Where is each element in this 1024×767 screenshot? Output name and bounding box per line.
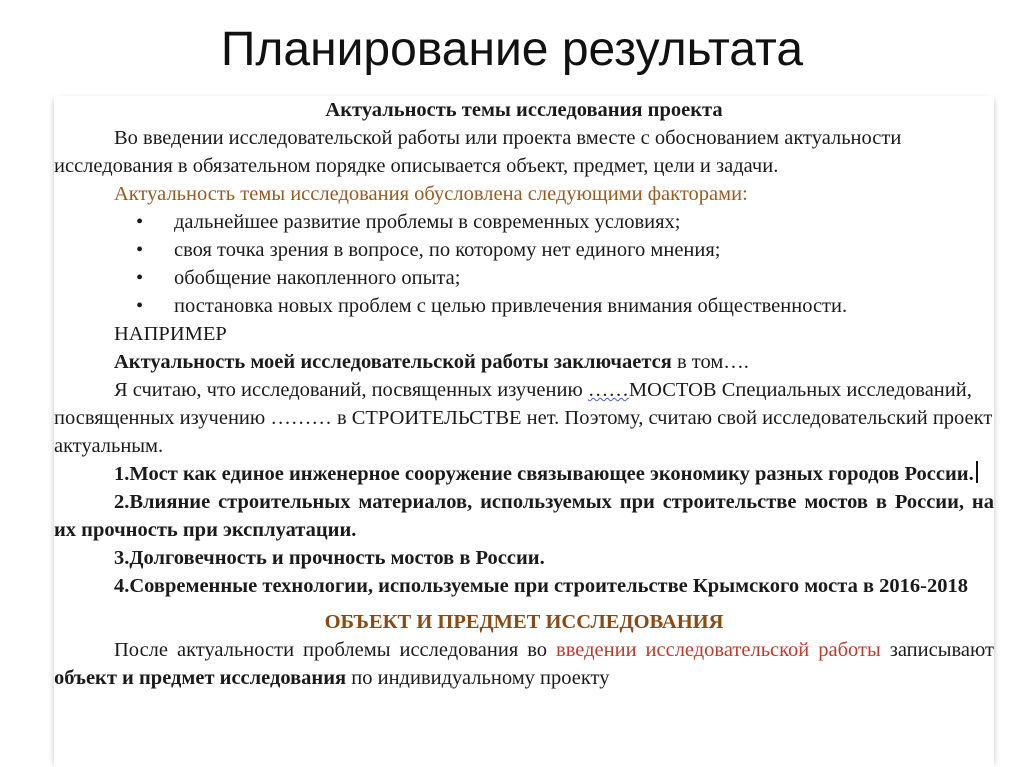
intro-paragraph: Во введении исследовательской работы или проекта вместе с обоснованием актуальности исследования в обязательном порядке описывается объект, предмет, цели и задачи. (54, 127, 902, 177)
bullet-icon: • (136, 295, 144, 317)
bullet-icon: • (136, 267, 144, 289)
slide-title: Планирование результата (220, 23, 804, 76)
list-item: • своя точка зрения в вопросе, по которому нет единого мнения; (54, 236, 994, 264)
object-heading: ОБЪЕКТ И ПРЕДМЕТ ИССЛЕДОВАНИЯ (324, 611, 724, 633)
text-cursor (976, 461, 978, 483)
point-1: 1.Мост как единое инженерное сооружение связывающее экономику разных городов России. (54, 460, 994, 488)
list-item: • дальнейшее развитие проблемы в современных условиях; (54, 208, 994, 236)
highlight-text: введении исследовательской работы (556, 639, 881, 661)
bullet-icon: • (136, 239, 144, 261)
point-3: 3.Долговечность и прочность мостов в России. (114, 547, 545, 569)
factors-list (54, 208, 994, 320)
relevance-rest: в том…. (671, 351, 749, 373)
after-paragraph: После актуальности проблемы исследования во введении исследовательской работы записывают объект и предмет исследования по индивидуальному проекту (54, 639, 994, 689)
relevance-paragraph (54, 348, 994, 376)
list-item: • постановка новых проблем с целью привлечения внимания общественности. (54, 292, 994, 320)
opinion-paragraph: Я считаю, что исследований, посвященных изучению ……МОСТОВ Специальных исследований, посвященных изучению ……… в СТРОИТЕЛЬСТВЕ нет. Поэтому, считаю свой исследовательский проект актуальным. (54, 379, 993, 457)
point-4: 4.Современные технологии, используемые при строительстве Крымского моста в 2016-2018 (114, 575, 968, 597)
factors-heading: Актуальность темы исследования обусловлена следующими факторами: (114, 183, 748, 205)
doc-heading: Актуальность темы исследования проекта (325, 99, 723, 121)
example-label: НАПРИМЕР (114, 323, 227, 345)
document-page (54, 96, 994, 767)
point-2: 2.Влияние строительных материалов, используемых при строительстве мостов в России, на их прочность при эксплуатации. (54, 491, 994, 541)
bullet-icon: • (136, 211, 144, 233)
spellcheck-mark: …… (587, 379, 629, 401)
list-item: • обобщение накопленного опыта; (54, 264, 994, 292)
relevance-bold: Актуальность моей исследовательской работы заключается (114, 351, 672, 373)
